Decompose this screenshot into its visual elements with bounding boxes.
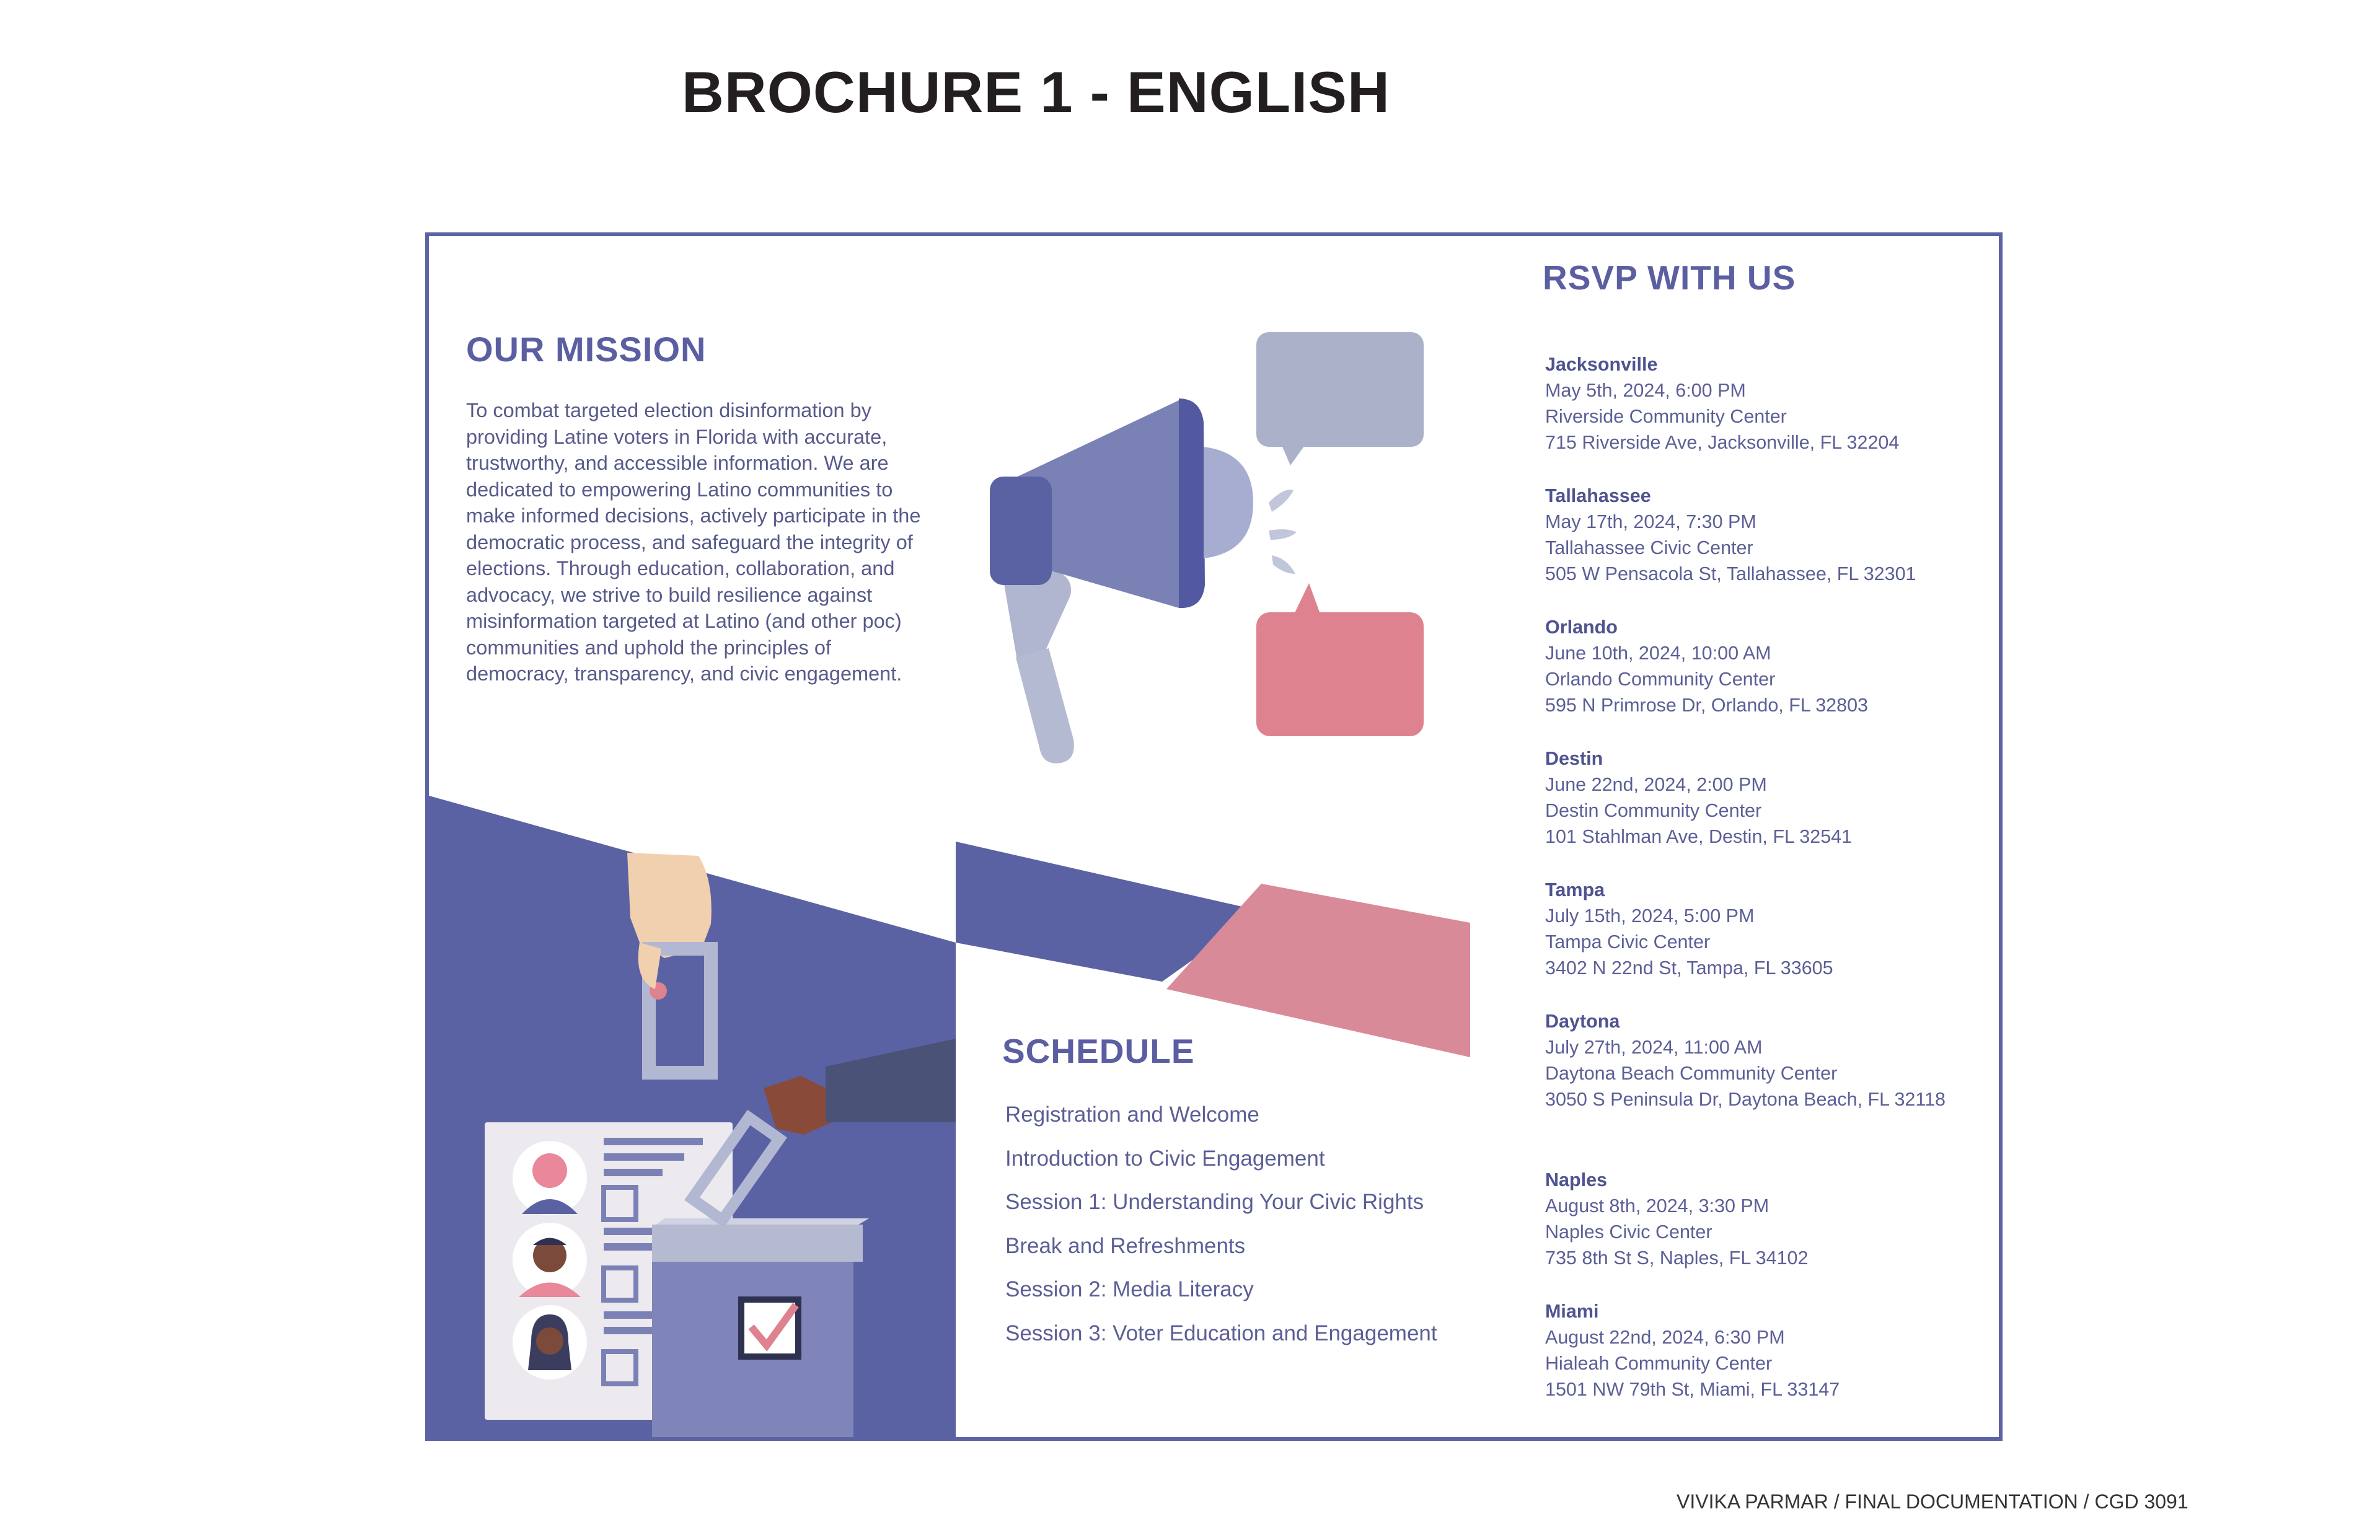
venue-city: Destin <box>1545 748 1603 769</box>
sound-mark-bottom <box>1272 555 1295 574</box>
schedule-item: Session 3: Voter Education and Engagement <box>1005 1321 1437 1345</box>
schedule-item: Registration and Welcome <box>1005 1102 1259 1127</box>
venue-naples <box>1545 1167 1991 1271</box>
venue-address: 735 8th St S, Naples, FL 34102 <box>1545 1247 1809 1269</box>
schedule-item: Introduction to Civic Engagement <box>1005 1146 1325 1171</box>
speech-bubble-bottom-icon <box>1256 583 1424 736</box>
venue-orlando <box>1545 614 1991 718</box>
venue-datetime: June 10th, 2024, 10:00 AM <box>1545 643 1771 664</box>
schedule-item: Break and Refreshments <box>1005 1233 1246 1258</box>
venue-city: Jacksonville <box>1545 354 1658 375</box>
venue-datetime: July 27th, 2024, 11:00 AM <box>1545 1037 1763 1058</box>
venue-datetime: August 22nd, 2024, 6:30 PM <box>1545 1327 1785 1348</box>
venue-name: Naples Civic Center <box>1545 1221 1712 1243</box>
sound-mark-top <box>1269 490 1294 512</box>
schedule-heading: SCHEDULE <box>1002 1032 1195 1070</box>
venue-name: Riverside Community Center <box>1545 406 1787 427</box>
venue-miami <box>1545 1298 1991 1402</box>
venue-name: Destin Community Center <box>1545 800 1762 821</box>
schedule-list <box>1005 1099 1437 1362</box>
venue-address: 101 Stahlman Ave, Destin, FL 32541 <box>1545 826 1853 847</box>
page-title: BROCHURE 1 - ENGLISH <box>682 59 1390 125</box>
venue-daytona <box>1545 1008 1991 1112</box>
venue-city: Tallahassee <box>1545 485 1651 506</box>
venue-city: Naples <box>1545 1169 1608 1190</box>
venue-name: Hialeah Community Center <box>1545 1353 1773 1374</box>
venue-city: Orlando <box>1545 617 1618 638</box>
venue-tallahassee <box>1545 483 1991 587</box>
venue-datetime: June 22nd, 2024, 2:00 PM <box>1545 774 1767 795</box>
venue-name: Tampa Civic Center <box>1545 931 1711 953</box>
venue-datetime: May 5th, 2024, 6:00 PM <box>1545 380 1746 401</box>
venue-datetime: July 15th, 2024, 5:00 PM <box>1545 905 1755 926</box>
venue-destin <box>1545 746 1991 850</box>
ballot-box-illustration <box>652 1218 869 1437</box>
venue-name: Daytona Beach Community Center <box>1545 1063 1838 1084</box>
rsvp-heading: RSVP WITH US <box>1543 258 1796 297</box>
venue-address: 505 W Pensacola St, Tallahassee, FL 32301 <box>1545 563 1916 584</box>
venue-city: Daytona <box>1545 1011 1620 1032</box>
venue-address: 3402 N 22nd St, Tampa, FL 33605 <box>1545 957 1833 979</box>
venue-tampa <box>1545 877 1991 981</box>
megaphone-icon <box>990 398 1253 763</box>
venue-address: 595 N Primrose Dr, Orlando, FL 32803 <box>1545 695 1869 716</box>
venue-datetime: May 17th, 2024, 7:30 PM <box>1545 511 1756 532</box>
venue-city: Miami <box>1545 1301 1599 1322</box>
venue-address: 715 Riverside Ave, Jacksonville, FL 32204 <box>1545 432 1900 453</box>
schedule-item: Session 2: Media Literacy <box>1005 1277 1254 1301</box>
venue-name: Orlando Community Center <box>1545 669 1776 690</box>
venue-address: 1501 NW 79th St, Miami, FL 33147 <box>1545 1379 1840 1400</box>
footer-credit: VIVIKA PARMAR / FINAL DOCUMENTATION / CGD 3091 <box>1677 1490 2188 1513</box>
mission-heading: OUR MISSION <box>466 330 707 369</box>
venue-address: 3050 S Peninsula Dr, Daytona Beach, FL 32118 <box>1545 1089 1946 1110</box>
brochure-spread <box>425 232 2003 1441</box>
venue-datetime: August 8th, 2024, 3:30 PM <box>1545 1195 1770 1217</box>
venue-city: Tampa <box>1545 879 1605 900</box>
speech-bubble-top-icon <box>1256 332 1424 465</box>
sound-mark-mid <box>1269 529 1297 540</box>
mission-body: To combat targeted election disinformation by providing Latine voters in Florida with accurate, trustworthy, and accessible information. We are dedicated to empowering Latino communities to make informed decisions, actively participate in the democratic process, and safeguard the integrity of elections. Through education, collaboration, and advocacy, we strive to build resilience against misinformation targeted at Latino (and other poc) communities and uphold the principles of democracy, transparency, and civic engagement. <box>466 399 921 685</box>
venue-name: Tallahassee Civic Center <box>1545 537 1753 558</box>
venue-jacksonville <box>1545 351 1991 455</box>
schedule-item: Session 1: Understanding Your Civic Rights <box>1005 1190 1424 1214</box>
